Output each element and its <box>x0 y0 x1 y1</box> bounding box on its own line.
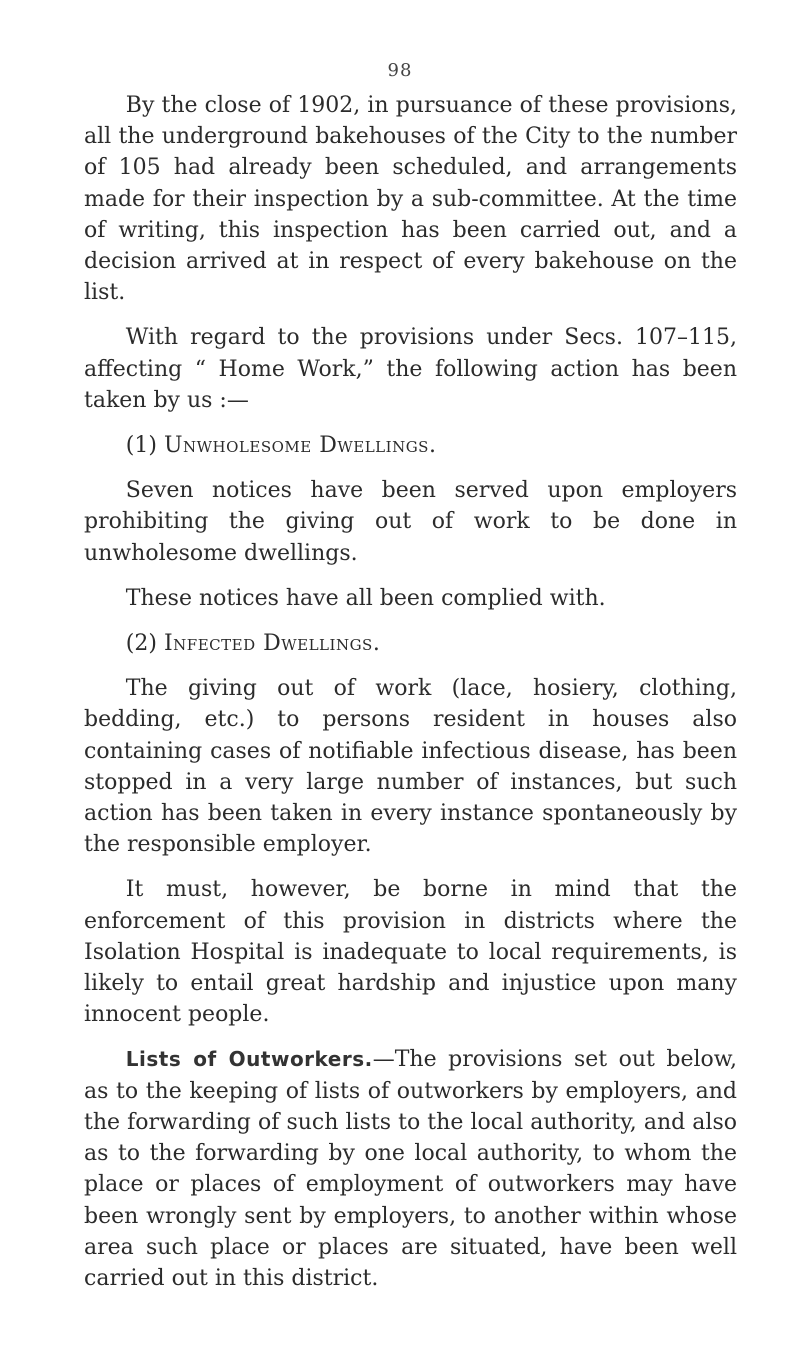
section-number: (2) <box>125 631 157 657</box>
outworkers-text: —The provisions set out below, as to the keeping of lists of outworkers by employers, and the forwarding of such lists to the local authority, and also as to the forwarding by one local authority, to whom the place or places of employment of outworkers may have been wrongly sent by employers, to another within whose area such place or places are situated, have been well carried out in this district. <box>84 1047 737 1291</box>
paragraph-complied: These notices have all been complied with. <box>125 585 606 611</box>
paragraph-outworkers <box>84 1044 737 1294</box>
paragraph-giving-out-work: The giving out of work (lace, hosiery, clothing, bedding, etc.) to persons resident in houses also containing cases of notifiable infectious disease, has been stopped in a very large number of instances, but such action has been taken in every instance spontaneously by the responsible employer. <box>84 676 737 858</box>
section-title: Unwholesome Dwellings. <box>163 433 437 459</box>
paragraph-seven-notices: Seven notices have been served upon employers prohibiting the giving out of work to be done in unwholesome dwellings. <box>84 478 737 566</box>
body-text <box>84 90 737 1308</box>
section-heading-infected <box>84 628 737 659</box>
paragraph-home-work: With regard to the provisions under Secs. 107–115, affecting “ Home Work,” the following action has been taken by us :— <box>84 325 737 413</box>
paragraph-bakehouses: By the close of 1902, in pursuance of these provisions, all the underground bakehouses of the City to the number of 105 had already been scheduled, and arrangements made for their inspection by a sub-committee. At the time of writing, this inspection has been carried out, and a decision arrived at in respect of every bakehouse on the list. <box>84 93 737 306</box>
outworkers-heading: Lists of Outworkers. <box>125 1047 373 1072</box>
section-number: (1) <box>125 433 157 459</box>
paragraph-enforcement: It must, however, be borne in mind that the enforcement of this provision in districts where the Isolation Hospital is inadequate to local requirements, is likely to entail great hardship and injustice upon many innocent people. <box>84 877 737 1028</box>
section-heading-unwholesome <box>84 430 737 461</box>
section-title: Infected Dwellings. <box>163 631 381 657</box>
page-number: 98 <box>387 60 413 81</box>
